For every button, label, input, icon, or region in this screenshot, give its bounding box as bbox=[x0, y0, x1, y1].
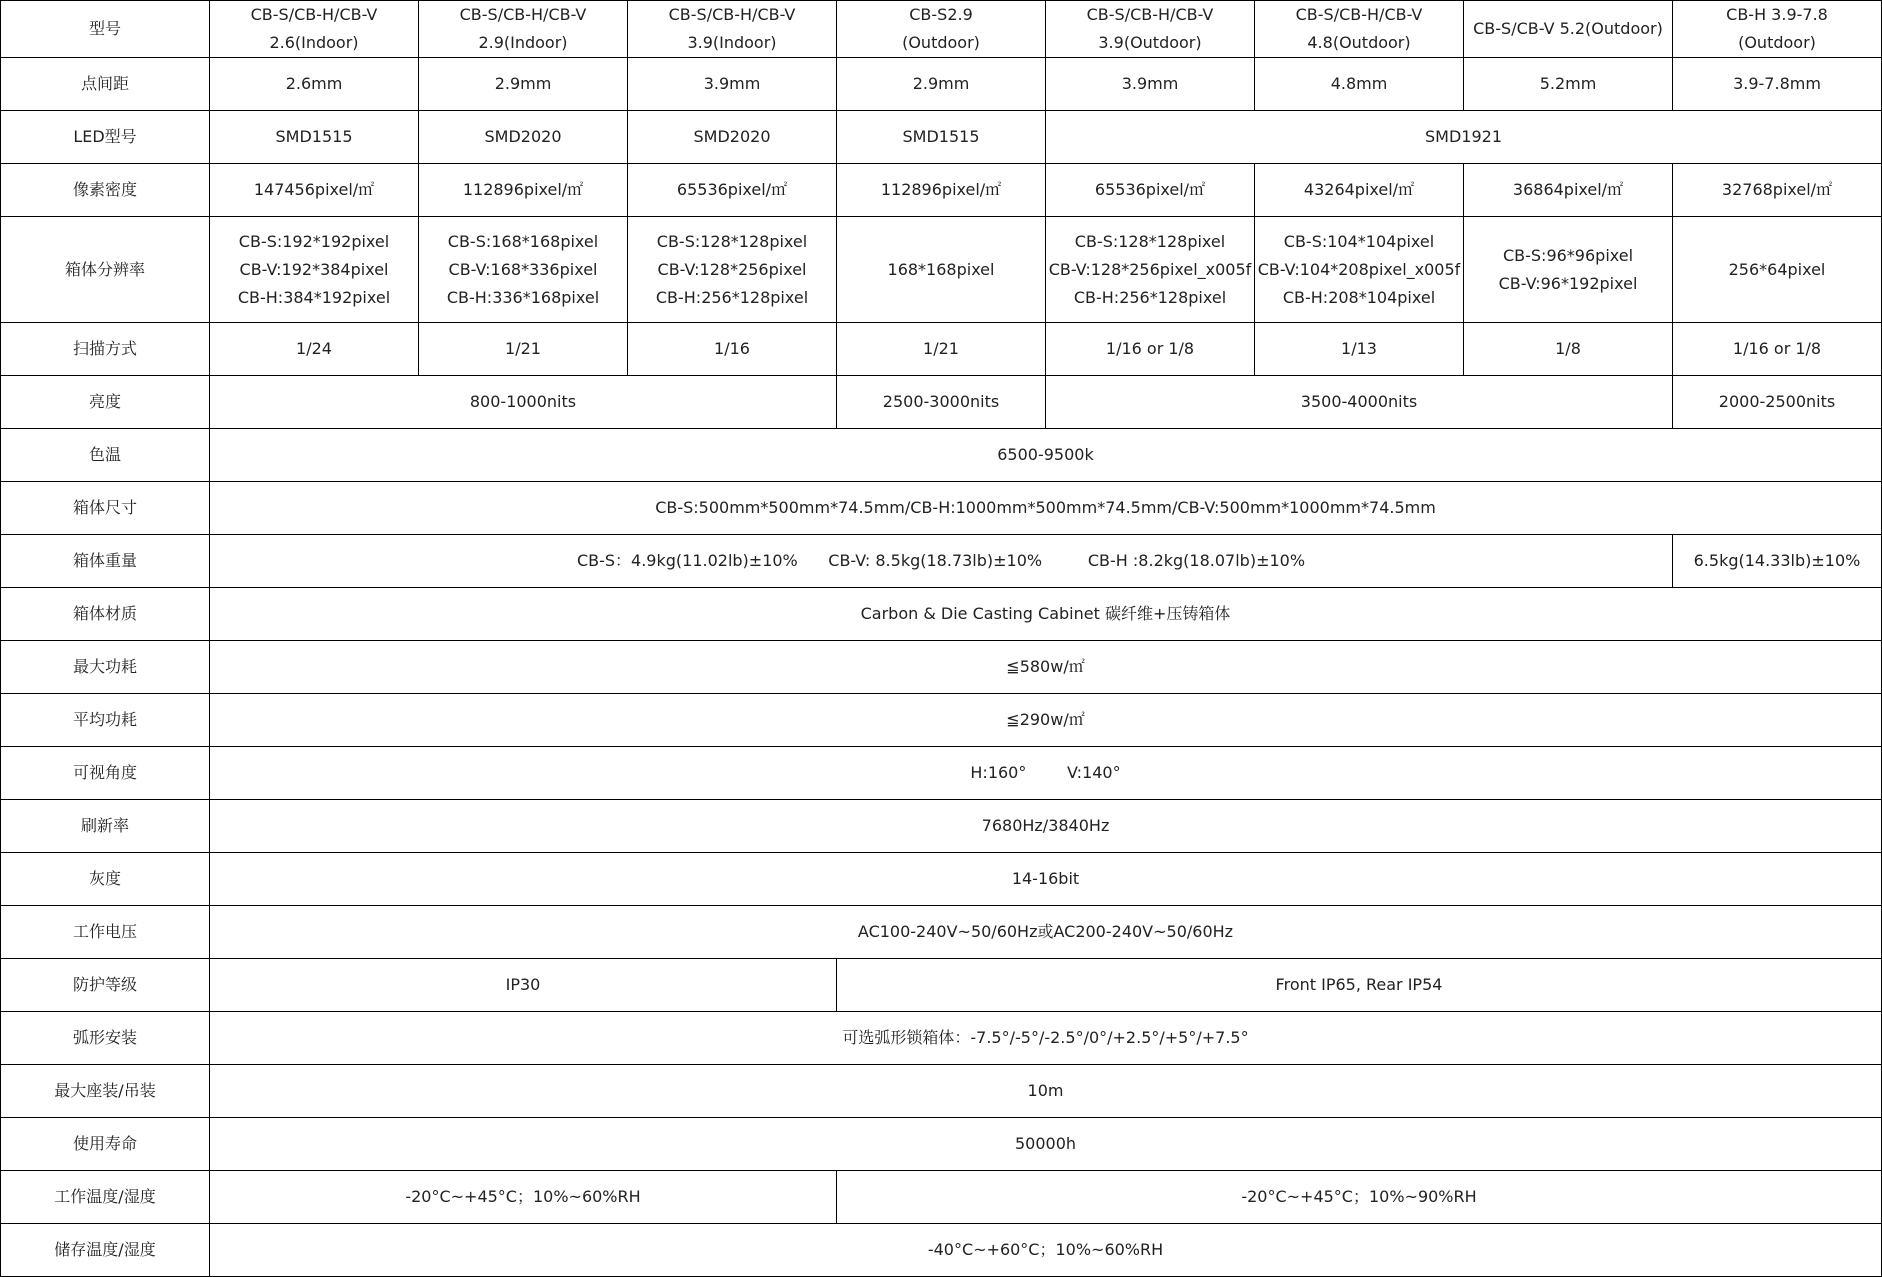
table-row bbox=[1, 747, 1882, 800]
table-row bbox=[1, 959, 1882, 1012]
pixel-pitch-cell: 4.8mm bbox=[1255, 58, 1464, 111]
model-cell: CB-S2.9 (Outdoor) bbox=[837, 1, 1046, 58]
model-cell: CB-S/CB-H/CB-V 2.6(Indoor) bbox=[210, 1, 419, 58]
row-label-model: 型号 bbox=[1, 1, 210, 58]
viewing-angle-cell: H:160° V:140° bbox=[210, 747, 1882, 800]
resolution-cell: CB-S:128*128pixel CB-V:128*256pixel_x005f CB-H:256*128pixel bbox=[1046, 217, 1255, 323]
resolution-cell: CB-S:192*192pixel CB-V:192*384pixel CB-H:384*192pixel bbox=[210, 217, 419, 323]
pixel-density-cell: 112896pixel/㎡ bbox=[419, 164, 628, 217]
resolution-cell: 256*64pixel bbox=[1673, 217, 1882, 323]
table-row bbox=[1, 853, 1882, 906]
gray-scale-cell: 14-16bit bbox=[210, 853, 1882, 906]
model-cell: CB-S/CB-H/CB-V 3.9(Indoor) bbox=[628, 1, 837, 58]
row-label-operating-temp-humidity: 工作温度/湿度 bbox=[1, 1171, 210, 1224]
row-label-storage-temp-humidity: 储存温度/湿度 bbox=[1, 1224, 210, 1277]
working-voltage-cell: AC100-240V~50/60Hz或AC200-240V~50/60Hz bbox=[210, 906, 1882, 959]
model-cell: CB-S/CB-H/CB-V 4.8(Outdoor) bbox=[1255, 1, 1464, 58]
resolution-cell: CB-S:128*128pixel CB-V:128*256pixel CB-H:256*128pixel bbox=[628, 217, 837, 323]
average-power-cell: ≦290w/㎡ bbox=[210, 694, 1882, 747]
scan-mode-cell: 1/21 bbox=[419, 323, 628, 376]
row-label-scan-mode: 扫描方式 bbox=[1, 323, 210, 376]
table-row bbox=[1, 588, 1882, 641]
max-power-cell: ≦580w/㎡ bbox=[210, 641, 1882, 694]
refresh-rate-cell: 7680Hz/3840Hz bbox=[210, 800, 1882, 853]
resolution-cell: CB-S:96*96pixel CB-V:96*192pixel bbox=[1464, 217, 1673, 323]
pixel-pitch-cell: 5.2mm bbox=[1464, 58, 1673, 111]
scan-mode-cell: 1/21 bbox=[837, 323, 1046, 376]
scan-mode-cell: 1/13 bbox=[1255, 323, 1464, 376]
led-type-cell: SMD1515 bbox=[837, 111, 1046, 164]
pixel-density-cell: 147456pixel/㎡ bbox=[210, 164, 419, 217]
table-row bbox=[1, 111, 1882, 164]
row-label-average-power: 平均功耗 bbox=[1, 694, 210, 747]
row-label-led-type: LED型号 bbox=[1, 111, 210, 164]
table-row bbox=[1, 1012, 1882, 1065]
pixel-density-cell: 65536pixel/㎡ bbox=[628, 164, 837, 217]
led-type-cell: SMD2020 bbox=[419, 111, 628, 164]
pixel-pitch-cell: 2.6mm bbox=[210, 58, 419, 111]
table-row bbox=[1, 1065, 1882, 1118]
protection-level-cell: IP30 bbox=[210, 959, 837, 1012]
led-type-cell: SMD1921 bbox=[1046, 111, 1882, 164]
max-stack-hang-cell: 10m bbox=[210, 1065, 1882, 1118]
resolution-cell: CB-S:104*104pixel CB-V:104*208pixel_x005f CB-H:208*104pixel bbox=[1255, 217, 1464, 323]
row-label-cabinet-weight: 箱体重量 bbox=[1, 535, 210, 588]
pixel-density-cell: 32768pixel/㎡ bbox=[1673, 164, 1882, 217]
row-label-pixel-pitch: 点间距 bbox=[1, 58, 210, 111]
resolution-cell: 168*168pixel bbox=[837, 217, 1046, 323]
row-label-max-stack-hang: 最大座装/吊装 bbox=[1, 1065, 210, 1118]
table-row bbox=[1, 800, 1882, 853]
storage-temp-humidity-cell: -40°C~+60°C；10%~60%RH bbox=[210, 1224, 1882, 1277]
row-label-brightness: 亮度 bbox=[1, 376, 210, 429]
table-row bbox=[1, 694, 1882, 747]
row-label-curved-installation: 弧形安装 bbox=[1, 1012, 210, 1065]
pixel-density-cell: 65536pixel/㎡ bbox=[1046, 164, 1255, 217]
pixel-density-cell: 43264pixel/㎡ bbox=[1255, 164, 1464, 217]
row-label-cabinet-size: 箱体尺寸 bbox=[1, 482, 210, 535]
scan-mode-cell: 1/16 or 1/8 bbox=[1046, 323, 1255, 376]
table-row bbox=[1, 1, 1882, 58]
pixel-pitch-cell: 3.9mm bbox=[1046, 58, 1255, 111]
resolution-cell: CB-S:168*168pixel CB-V:168*336pixel CB-H:336*168pixel bbox=[419, 217, 628, 323]
row-label-pixel-density: 像素密度 bbox=[1, 164, 210, 217]
model-cell: CB-S/CB-H/CB-V 2.9(Indoor) bbox=[419, 1, 628, 58]
cabinet-weight-cell: CB-S：4.9kg(11.02lb)±10% CB-V: 8.5kg(18.73lb)±10% CB-H :8.2kg(18.07lb)±10% bbox=[210, 535, 1673, 588]
row-label-working-voltage: 工作电压 bbox=[1, 906, 210, 959]
scan-mode-cell: 1/8 bbox=[1464, 323, 1673, 376]
cabinet-weight-cell: 6.5kg(14.33lb)±10% bbox=[1673, 535, 1882, 588]
scan-mode-cell: 1/16 bbox=[628, 323, 837, 376]
curved-installation-cell: 可选弧形锁箱体：-7.5°/-5°/-2.5°/0°/+2.5°/+5°/+7.5° bbox=[210, 1012, 1882, 1065]
table-row bbox=[1, 906, 1882, 959]
model-cell: CB-S/CB-H/CB-V 3.9(Outdoor) bbox=[1046, 1, 1255, 58]
table-row bbox=[1, 1224, 1882, 1277]
table-row bbox=[1, 376, 1882, 429]
cabinet-material-cell: Carbon & Die Casting Cabinet 碳纤维+压铸箱体 bbox=[210, 588, 1882, 641]
model-cell: CB-H 3.9-7.8 (Outdoor) bbox=[1673, 1, 1882, 58]
row-label-cabinet-material: 箱体材质 bbox=[1, 588, 210, 641]
operating-temp-humidity-cell: -20°C~+45°C；10%~90%RH bbox=[837, 1171, 1882, 1224]
brightness-cell: 3500-4000nits bbox=[1046, 376, 1673, 429]
pixel-pitch-cell: 3.9mm bbox=[628, 58, 837, 111]
color-temperature-cell: 6500-9500k bbox=[210, 429, 1882, 482]
led-type-cell: SMD2020 bbox=[628, 111, 837, 164]
pixel-density-cell: 36864pixel/㎡ bbox=[1464, 164, 1673, 217]
row-label-max-power: 最大功耗 bbox=[1, 641, 210, 694]
brightness-cell: 2000-2500nits bbox=[1673, 376, 1882, 429]
table-row bbox=[1, 641, 1882, 694]
brightness-cell: 2500-3000nits bbox=[837, 376, 1046, 429]
table-row bbox=[1, 323, 1882, 376]
model-cell: CB-S/CB-V 5.2(Outdoor) bbox=[1464, 1, 1673, 58]
cabinet-size-cell: CB-S:500mm*500mm*74.5mm/CB-H:1000mm*500mm*74.5mm/CB-V:500mm*1000mm*74.5mm bbox=[210, 482, 1882, 535]
pixel-pitch-cell: 2.9mm bbox=[419, 58, 628, 111]
row-label-gray-scale: 灰度 bbox=[1, 853, 210, 906]
pixel-pitch-cell: 2.9mm bbox=[837, 58, 1046, 111]
row-label-refresh-rate: 刷新率 bbox=[1, 800, 210, 853]
row-label-viewing-angle: 可视角度 bbox=[1, 747, 210, 800]
table-row bbox=[1, 164, 1882, 217]
led-type-cell: SMD1515 bbox=[210, 111, 419, 164]
protection-level-cell: Front IP65, Rear IP54 bbox=[837, 959, 1882, 1012]
pixel-density-cell: 112896pixel/㎡ bbox=[837, 164, 1046, 217]
row-label-color-temperature: 色温 bbox=[1, 429, 210, 482]
row-label-lifetime: 使用寿命 bbox=[1, 1118, 210, 1171]
scan-mode-cell: 1/16 or 1/8 bbox=[1673, 323, 1882, 376]
table-row bbox=[1, 535, 1882, 588]
table-row bbox=[1, 1118, 1882, 1171]
table-row bbox=[1, 217, 1882, 323]
table-row bbox=[1, 429, 1882, 482]
table-row bbox=[1, 58, 1882, 111]
pixel-pitch-cell: 3.9-7.8mm bbox=[1673, 58, 1882, 111]
scan-mode-cell: 1/24 bbox=[210, 323, 419, 376]
row-label-cabinet-resolution: 箱体分辨率 bbox=[1, 217, 210, 323]
table-row bbox=[1, 1171, 1882, 1224]
table-row bbox=[1, 482, 1882, 535]
brightness-cell: 800-1000nits bbox=[210, 376, 837, 429]
lifetime-cell: 50000h bbox=[210, 1118, 1882, 1171]
row-label-protection-level: 防护等级 bbox=[1, 959, 210, 1012]
operating-temp-humidity-cell: -20°C~+45°C；10%~60%RH bbox=[210, 1171, 837, 1224]
